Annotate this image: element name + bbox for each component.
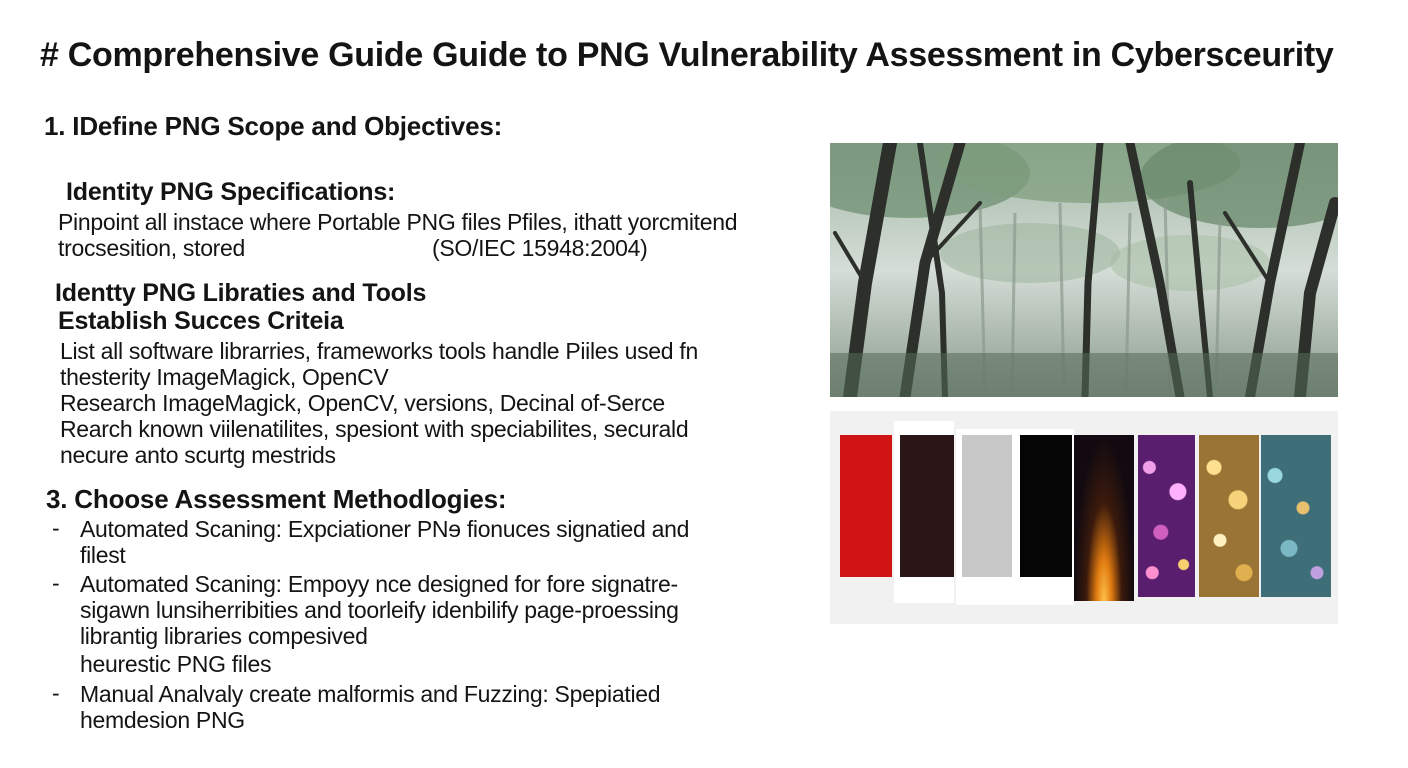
swatch-gold-bokeh <box>1199 435 1259 597</box>
method-1-line-2: filest <box>80 542 126 568</box>
libraries-line-3: Research ImageMagick, OpenCV, versions, Decinal of-Serce <box>60 390 665 416</box>
identity-line-2b: (SO/IEC 15948:2004) <box>432 235 648 261</box>
success-criteria-heading: Establish Succes Criteia <box>58 307 344 335</box>
swatch-black <box>1020 435 1072 577</box>
method-2-line-2: sigawn lunsiherribities and toorleify idenbilify page-proessing <box>80 597 679 623</box>
libraries-heading: Identty PNG Libraties and Tools <box>55 279 427 307</box>
method-3-line-1: Manual Analvaly create malformis and Fuzzing: Spepiatied <box>80 681 661 707</box>
identity-heading: Identity PNG Specifications: <box>66 178 396 206</box>
swatch-teal-bokeh <box>1261 435 1331 597</box>
libraries-line-2: thesterity ImageMagick, OpenCV <box>60 364 389 390</box>
section-1-heading: 1. IDefine PNG Scope and Objectives: <box>44 111 503 141</box>
bullet-marker: - <box>52 515 60 541</box>
libraries-line-1: List all software librarries, frameworks tools handle Piiles used fn <box>60 338 698 364</box>
libraries-line-4: Rearch known viilenatilites, spesiont with speciabilites, securald <box>60 416 689 442</box>
swatch-red <box>840 435 892 577</box>
color-swatch-panel <box>830 411 1338 624</box>
method-3-line-2: hemdesion PNG <box>80 707 245 733</box>
swatch-sunset <box>1074 435 1134 601</box>
section-3-heading: 3. Choose Assessment Methodlogies: <box>46 484 507 514</box>
forest-photo <box>830 143 1338 397</box>
method-2-line-3: librantig libraries compesived <box>80 623 368 649</box>
bullet-marker: - <box>52 570 60 596</box>
identity-line-1: Pinpoint all instace where Portable PNG files Pfiles, ithatt yorcmitend <box>58 209 738 235</box>
swatch-purple-bokeh <box>1138 435 1195 597</box>
method-1-line-1: Automated Scaning: Expciationer PNɘ fionuces signatied and <box>80 516 690 542</box>
identity-line-2a: trocsesition, stored <box>58 235 246 261</box>
bullet-marker: - <box>52 680 60 706</box>
method-2-line-1: Automated Scaning: Empoyy nce designed for fore signatre- <box>80 571 678 597</box>
libraries-line-5: necure anto scurtg mestrids <box>60 442 336 468</box>
page-title: # Comprehensive Guide Guide to PNG Vulnerability Assessment in Cyberscеurity <box>40 36 1334 74</box>
swatch-light-gray <box>962 435 1012 577</box>
method-2-line-4: heurestic PNG files <box>80 651 272 677</box>
swatch-dark-brown <box>900 435 954 577</box>
